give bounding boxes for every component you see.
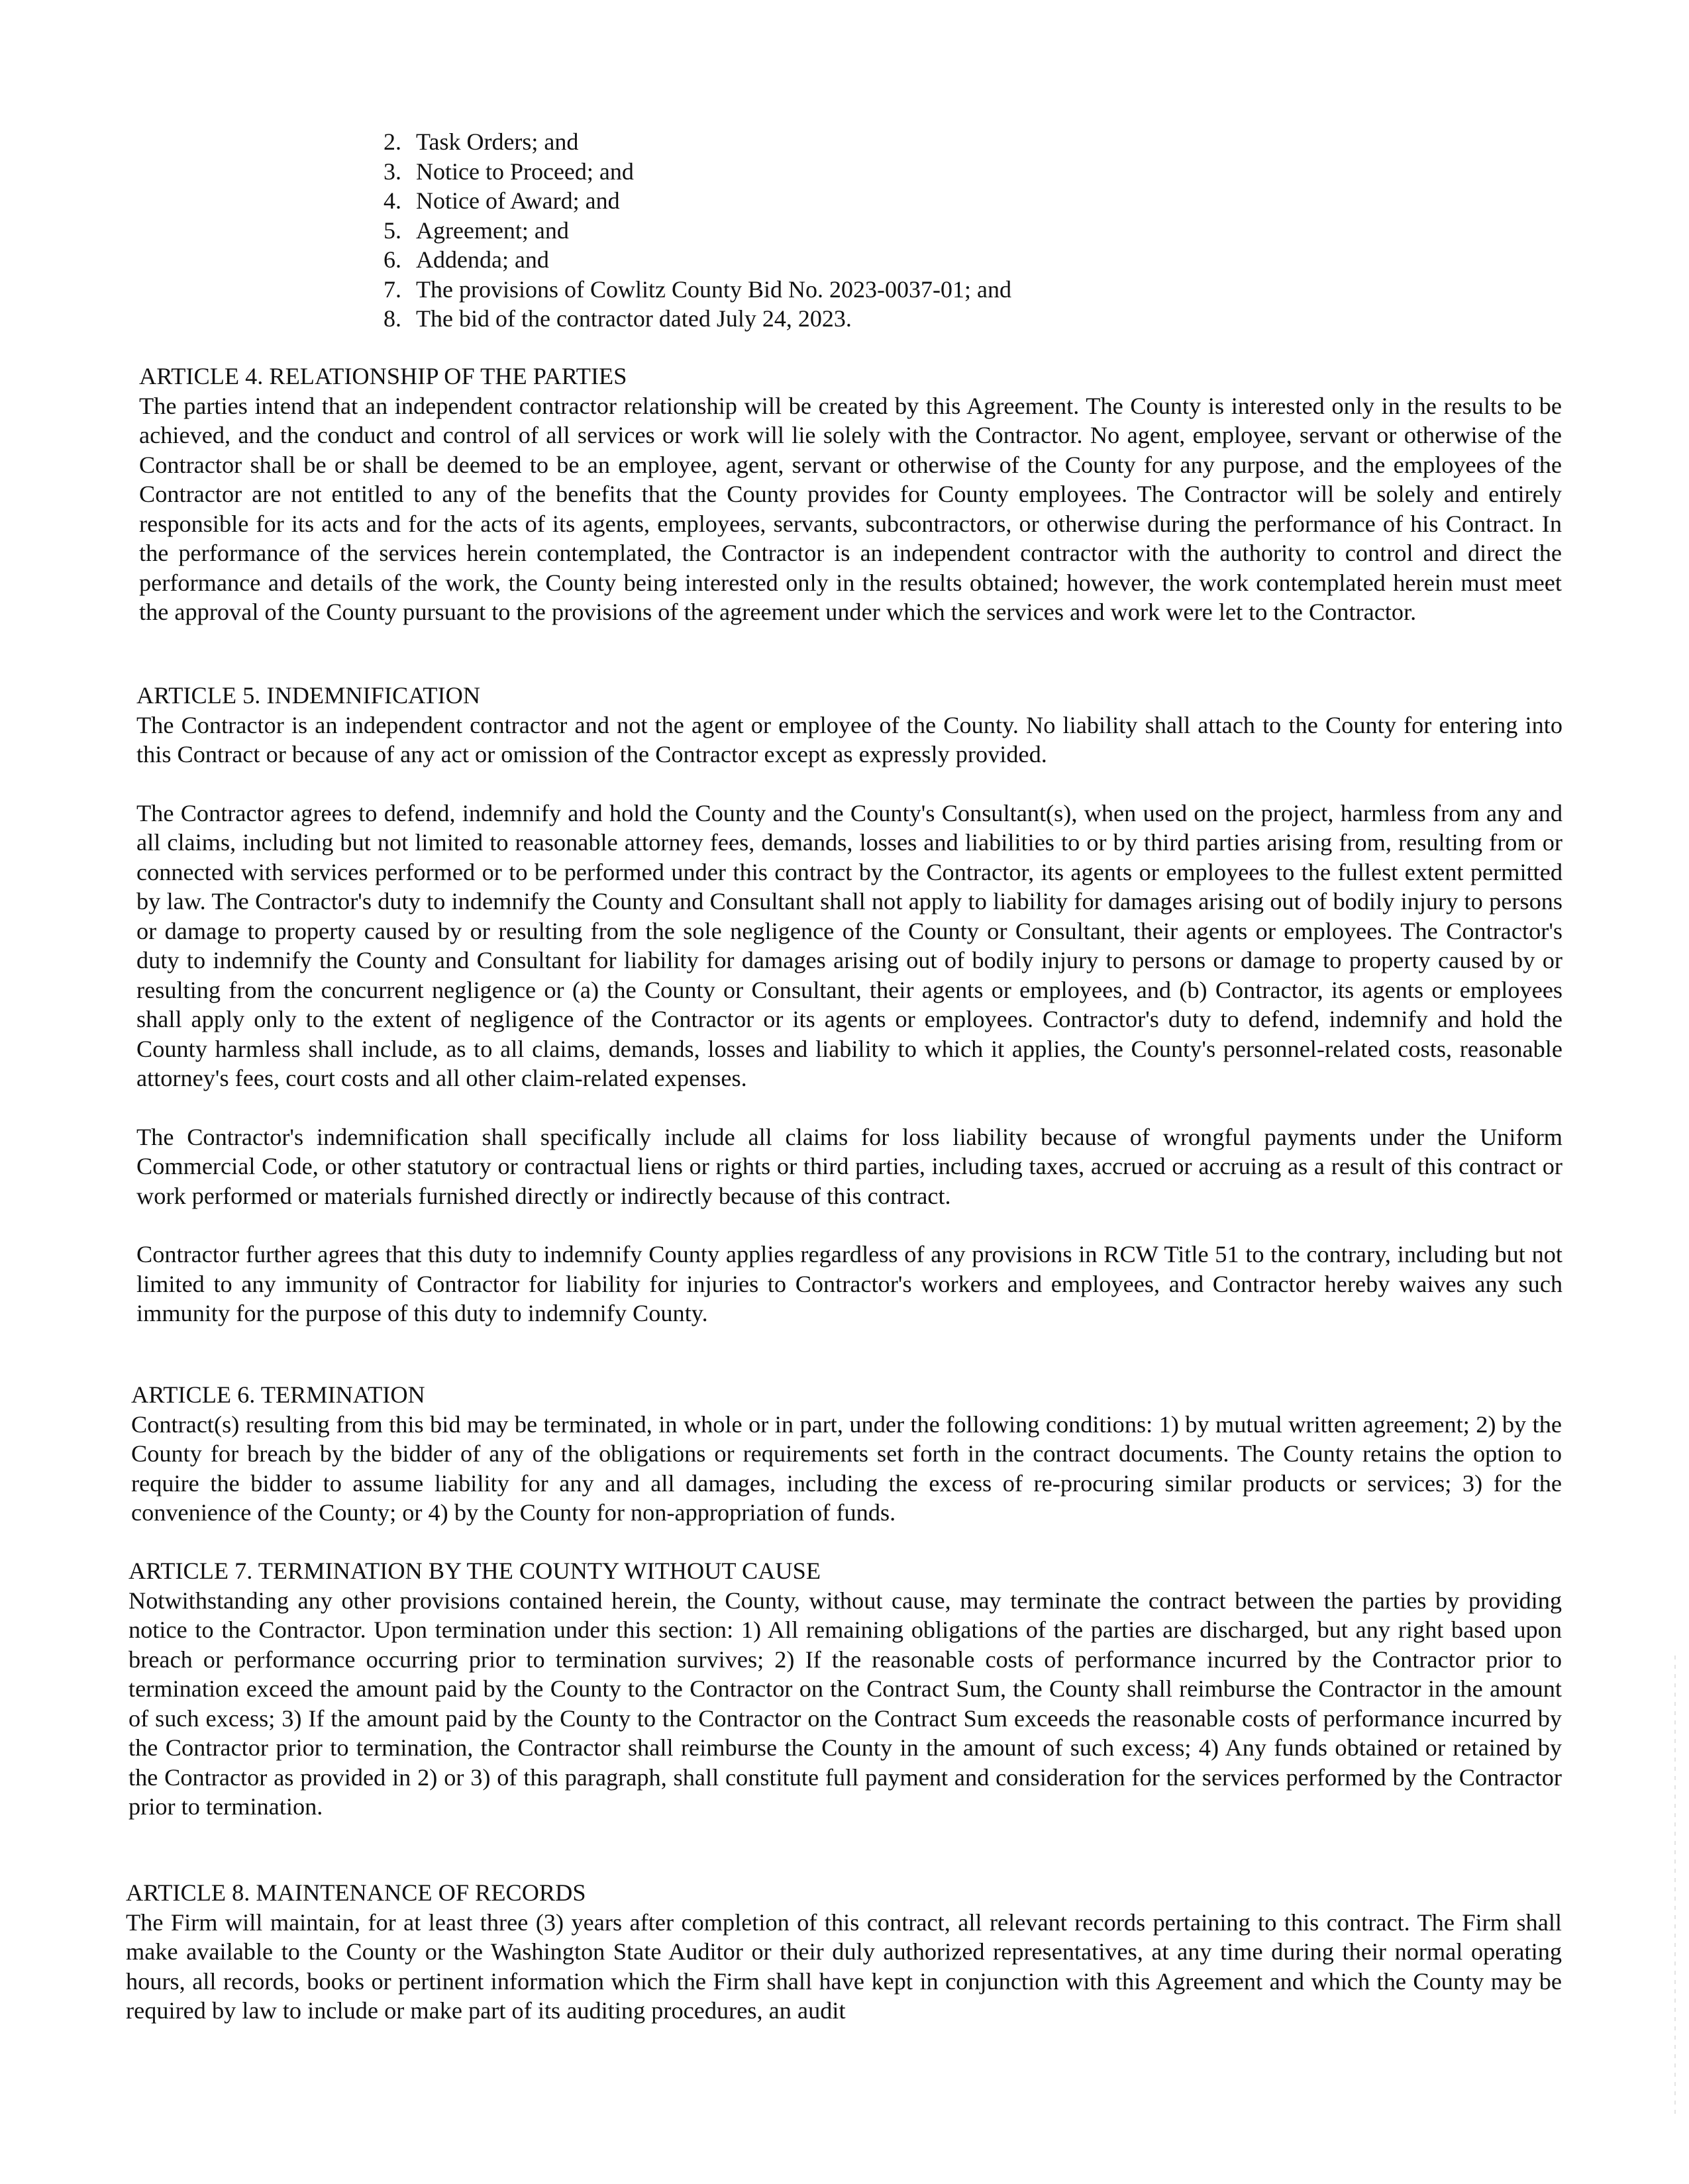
list-item-text: The provisions of Cowlitz County Bid No. 2023-0037-01; and (416, 275, 1011, 303)
list-item (351, 186, 1212, 216)
list-item-number: 7. (384, 275, 401, 303)
article-6-heading: ARTICLE 6. TERMINATION (131, 1381, 425, 1408)
list-item-number: 8. (384, 305, 401, 332)
article-4-paragraph: The parties intend that an independent contractor relationship will be created by this Agreement. The County is interested only in the results to be achieved, and the conduct and control of all services or work will lie solely with the Contractor. No agent, employee, servant or otherwise of the Contractor shall be or shall be deemed to be an employee, agent, servant or otherwise of the County for any purpose, and the employees of the Contractor are not entitled to any of the benefits that the County provides for County employees. The Contractor will be solely and entirely responsible for its acts and for the acts of its agents, employees, servants, subcontractors, or otherwise during the performance of his Contract. In the performance of the services herein contemplated, the Contractor is an independent contractor with the authority to control and direct the performance and details of the work, the County being interested only in the results obtained; however, the work contemplated herein must meet the approval of the County pursuant to the provisions of the agreement under which the services and work were let to the Contractor. (139, 392, 1562, 625)
scan-edge-marks (1674, 1656, 1676, 2119)
list-item (351, 157, 1212, 187)
list-item-number: 4. (384, 187, 401, 214)
article-7-heading: ARTICLE 7. TERMINATION BY THE COUNTY WITHOUT CAUSE (128, 1558, 821, 1584)
list-item-text: Notice of Award; and (416, 187, 620, 214)
list-item-text: Task Orders; and (416, 128, 579, 155)
article-4-section (139, 362, 1562, 627)
list-item (351, 216, 1212, 246)
list-item-number: 5. (384, 217, 401, 244)
article-8-section (126, 1878, 1562, 2026)
list-item-text: Addenda; and (416, 246, 549, 273)
article-8-heading: ARTICLE 8. MAINTENANCE OF RECORDS (126, 1879, 586, 1906)
list-item-text: The bid of the contractor dated July 24, 2023. (416, 305, 852, 332)
list-item (351, 245, 1212, 275)
list-item-text: Agreement; and (416, 217, 569, 244)
article-5-paragraph-3: The Contractor's indemnification shall specifically include all claims for loss liability because of wrongful payments under the Uniform Commercial Code, or other statutory or contractual liens or rights or third parties, including taxes, accrued or accruing as a result of this contract or work performed or materials furnished directly or indirectly because of this contract. (136, 1123, 1562, 1209)
article-7-section (128, 1556, 1562, 1822)
list-item (351, 275, 1212, 305)
article-5-section (136, 681, 1562, 1328)
article-5-paragraph-2: The Contractor agrees to defend, indemnify and hold the County and the County's Consultant(s), when used on the project, harmless from any and all claims, including but not limited to reasonable attorney fees, demands, losses and liabilities to or by third parties arising from, resulting from or connected with services performed or to be performed under this contract by the Contractor, its agents or employees to the fullest extent permitted by law. The Contractor's duty to indemnify the County and Consultant shall not apply to liability for damages arising out of bodily injury to persons or damage to property caused by or resulting from the sole negligence of the County or Consultant, their agents or employees. The Contractor's duty to indemnify the County and Consultant for liability for damages arising out of bodily injury to persons or damage to property caused by or resulting from the concurrent negligence or (a) the County or Consultant, their agents or employees, and (b) Contractor, its agents or employees shall apply only to the extent of negligence of the Contractor or its agents or employees. Contractor's duty to defend, indemnify and hold the County harmless shall include, as to all claims, demands, losses and liability to which it applies, the County's personnel-related costs, reasonable attorney's fees, court costs and all other claim-related expenses. (136, 799, 1562, 1091)
list-item-text: Notice to Proceed; and (416, 158, 634, 185)
list-item-number: 6. (384, 246, 401, 273)
article-5-paragraph-1: The Contractor is an independent contractor and not the agent or employee of the County. No liability shall attach to the County for entering into this Contract or because of any act or omission of the Contractor except as expressly provided. (136, 711, 1562, 768)
contract-documents-list (351, 127, 1212, 334)
article-5-heading: ARTICLE 5. INDEMNIFICATION (136, 682, 481, 709)
list-item-number: 3. (384, 158, 401, 185)
article-8-paragraph: The Firm will maintain, for at least three (3) years after completion of this contract, all relevant records pertaining to this contract. The Firm shall make available to the County or the Washington State Auditor or their duly authorized representatives, at any time during their normal operating hours, all records, books or pertinent information which the Firm shall have kept in conjunction with this Agreement and which the County may be required by law to include or make part of its auditing procedures, an audit (126, 1909, 1562, 2024)
article-5-paragraph-4: Contractor further agrees that this duty to indemnify County applies regardless of any provisions in RCW Title 51 to the contrary, including but not limited to any immunity of Contractor for liability for injuries to Contractor's workers and employees, and Contractor hereby waives any such immunity for the purpose of this duty to indemnify County. (136, 1241, 1562, 1326)
article-4-heading: ARTICLE 4. RELATIONSHIP OF THE PARTIES (139, 363, 627, 389)
article-6-section (131, 1380, 1562, 1528)
list-item (351, 304, 1212, 334)
list-item (351, 127, 1212, 157)
article-7-paragraph: Notwithstanding any other provisions contained herein, the County, without cause, may terminate the contract between the parties by providing notice to the Contractor. Upon termination under this section: 1) All remaining obligations of the parties are discharged, but any right based upon breach or performance occurring prior to termination survives; 2) If the reasonable costs of performance incurred by the Contractor prior to termination exceed the amount paid by the County to the Contractor on the Contract Sum, the County shall reimburse the Contractor in the amount of such excess; 3) If the amount paid by the County to the Contractor on the Contract Sum exceeds the reasonable costs of performance incurred by the Contractor prior to termination, the Contractor shall reimburse the County in the amount of such excess; 4) Any funds obtained or retained by the Contractor as provided in 2) or 3) of this paragraph, shall constitute full payment and consideration for the services performed by the Contractor prior to termination. (128, 1587, 1562, 1820)
article-6-paragraph: Contract(s) resulting from this bid may be terminated, in whole or in part, under the following conditions: 1) by mutual written agreement; 2) by the County for breach by the bidder of any of the obligations or requirements set forth in the contract documents. The County retains the option to require the bidder to assume liability for any and all damages, including the excess of re-procuring similar products or services; 3) for the convenience of the County; or 4) by the County for non-appropriation of funds. (131, 1411, 1562, 1526)
list-item-number: 2. (384, 128, 401, 155)
